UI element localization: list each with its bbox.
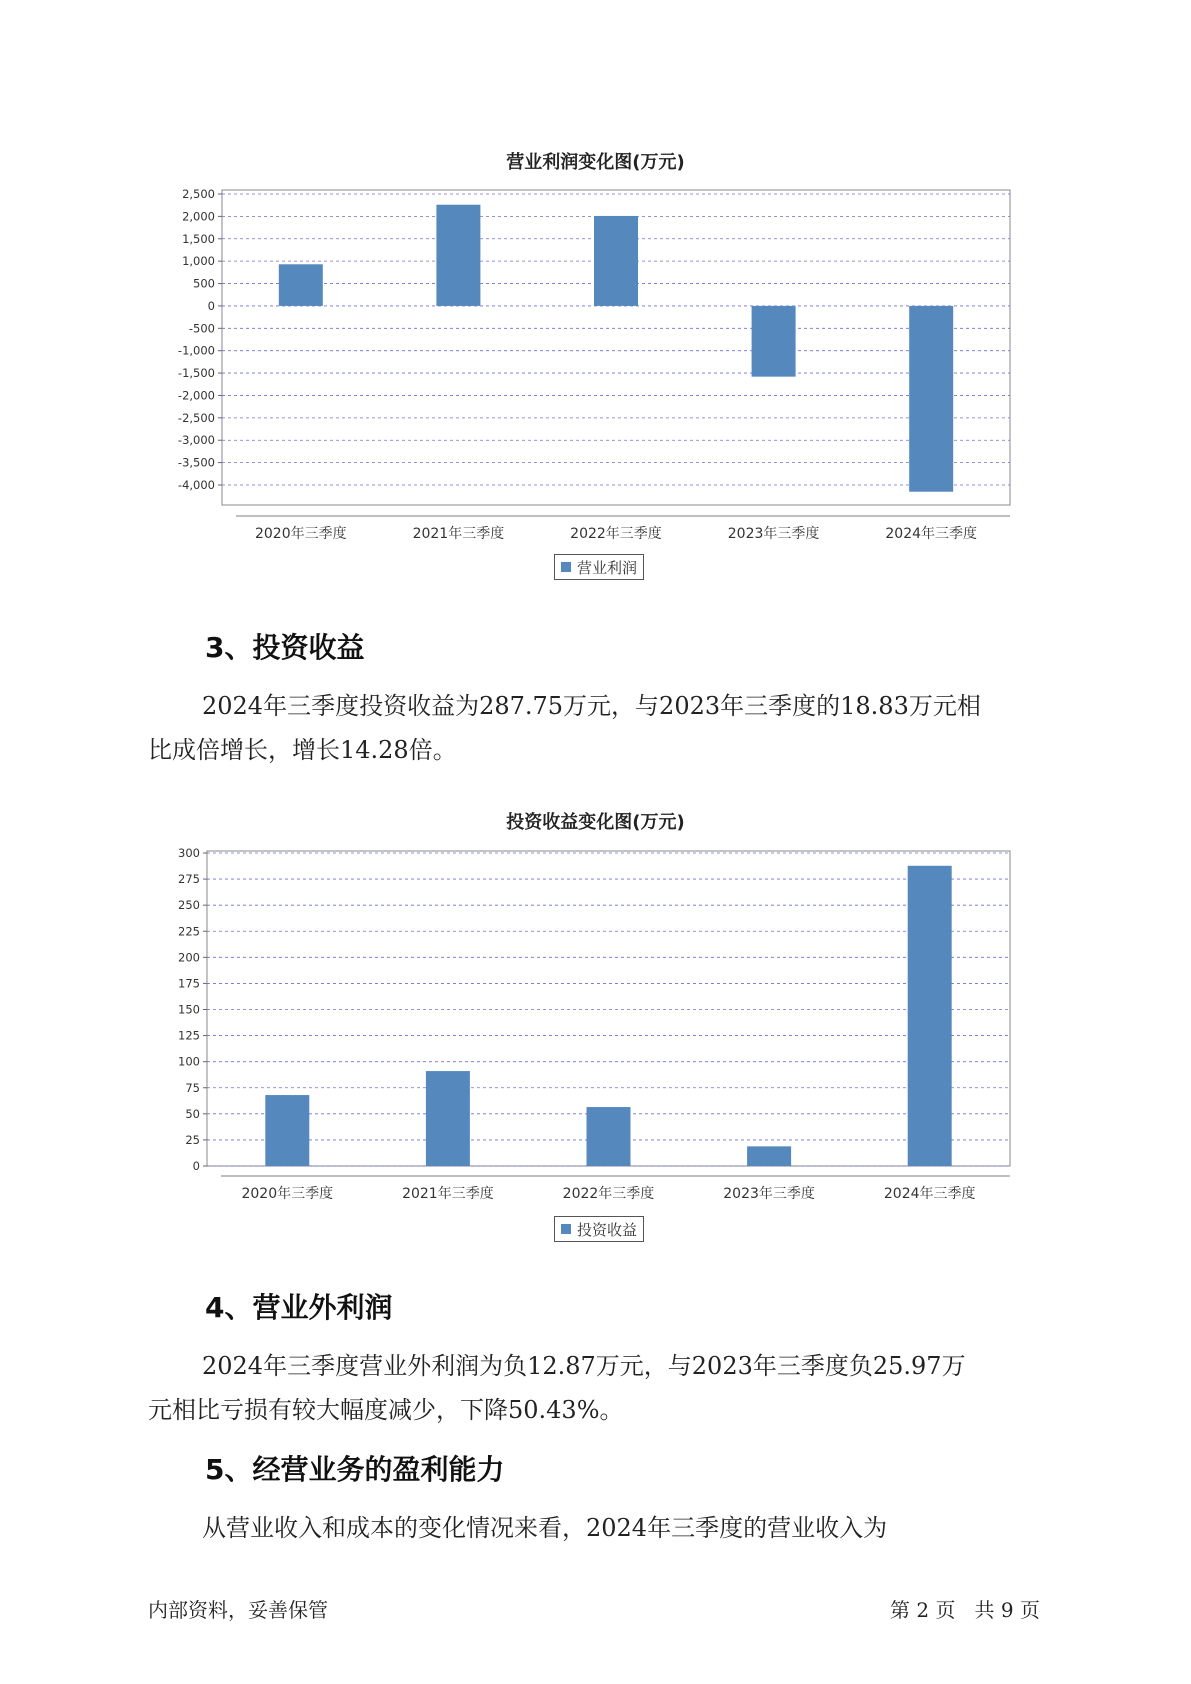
chart2-bar — [426, 1071, 470, 1166]
chart2-legend — [554, 1216, 644, 1242]
chart2-y-tick-label: 225 — [178, 924, 200, 939]
chart2-bar — [587, 1107, 631, 1166]
section-5-heading: 5、经营业务的盈利能力 — [205, 1453, 505, 1486]
chart1-y-tick-label: -4,000 — [177, 478, 215, 492]
chart2-bar — [908, 866, 952, 1166]
chart1-title: 营业利润变化图(万元) — [506, 152, 685, 173]
chart2-x-tick-label: 2024年三季度 — [883, 1186, 976, 1202]
chart1-x-tick-label: 2020年三季度 — [254, 526, 347, 542]
chart2-bar — [265, 1095, 309, 1166]
chart1-x-tick-label: 2024年三季度 — [885, 526, 978, 542]
chart2-x-tick-label: 2021年三季度 — [402, 1186, 494, 1202]
section-4-line-1: 2024年三季度营业外利润为负12.87万元，与2023年三季度负25.97万 — [202, 1352, 966, 1380]
chart2-bar — [747, 1146, 791, 1166]
chart2-y-tick-label: 300 — [178, 846, 200, 860]
section-5-line-1: 从营业收入和成本的变化情况来看，2024年三季度的营业收入为 — [202, 1514, 888, 1542]
chart2-y-tick-label: 0 — [192, 1159, 200, 1173]
chart2-x-tick-label: 2022年三季度 — [562, 1186, 655, 1202]
chart1-x-tick-label: 2023年三季度 — [727, 526, 820, 542]
section-3-line-1: 2024年三季度投资收益为287.75万元，与2023年三季度的18.83万元相 — [202, 692, 981, 720]
chart2-y-tick-label: 100 — [178, 1054, 200, 1069]
chart1-y-tick-label: 500 — [193, 276, 215, 291]
section-3-heading: 3、投资收益 — [205, 631, 365, 664]
chart2-y-tick-label: 175 — [178, 976, 200, 991]
section-4-line-2: 元相比亏损有较大幅度减少，下降50.43%。 — [148, 1396, 624, 1424]
chart2-y-tick-label: 250 — [178, 898, 200, 913]
section-4-paragraph — [148, 1344, 1068, 1432]
chart2-y-tick-label: 150 — [178, 1002, 200, 1017]
chart1-y-tick-label: -2,000 — [177, 388, 215, 403]
chart1-y-tick-label: 2,500 — [182, 187, 215, 201]
chart1-y-tick-label: 1,500 — [182, 231, 215, 246]
chart2-y-tick-label: 275 — [178, 872, 200, 887]
section-3-line-2: 比成倍增长，增长14.28倍。 — [148, 736, 457, 764]
chart2-y-tick-label: 25 — [185, 1132, 200, 1147]
chart2-x-tick-label: 2023年三季度 — [723, 1186, 815, 1202]
chart1-y-tick-label: -1,500 — [177, 366, 215, 381]
section-4-heading: 4、营业外利润 — [205, 1291, 393, 1324]
chart1-x-tick-label: 2021年三季度 — [412, 526, 505, 542]
chart1-y-tick-label: -2,500 — [177, 410, 215, 425]
chart1-legend-label: 营业利润 — [577, 558, 638, 577]
legend-swatch — [561, 1224, 571, 1234]
chart2-y-tick-label: 50 — [185, 1106, 200, 1121]
footer-left: 内部资料，妥善保管 — [148, 1598, 328, 1622]
chart1-y-tick-label: 1,000 — [182, 254, 215, 269]
chart2-legend-label: 投资收益 — [577, 1220, 638, 1239]
chart2-x-tick-label: 2020年三季度 — [241, 1186, 334, 1202]
chart1-y-tick-label: -3,500 — [177, 455, 215, 470]
chart1-y-tick-label: 2,000 — [182, 209, 215, 224]
chart1-y-tick-label: -1,000 — [177, 343, 215, 358]
chart1-x-tick-label: 2022年三季度 — [570, 526, 662, 542]
chart2-y-tick-label: 200 — [178, 950, 200, 965]
footer-page-number: 第 2 页 共 9 页 — [890, 1598, 1040, 1622]
chart2-y-tick-label: 125 — [178, 1028, 200, 1043]
chart1-y-tick-label: -3,000 — [177, 433, 215, 448]
chart2-y-tick-label: 75 — [185, 1080, 200, 1095]
chart1-y-tick-label: 0 — [207, 298, 215, 313]
chart2-title: 投资收益变化图(万元) — [506, 812, 685, 833]
section-5-paragraph — [148, 1506, 1068, 1550]
chart1-y-tick-label: -500 — [188, 321, 215, 336]
